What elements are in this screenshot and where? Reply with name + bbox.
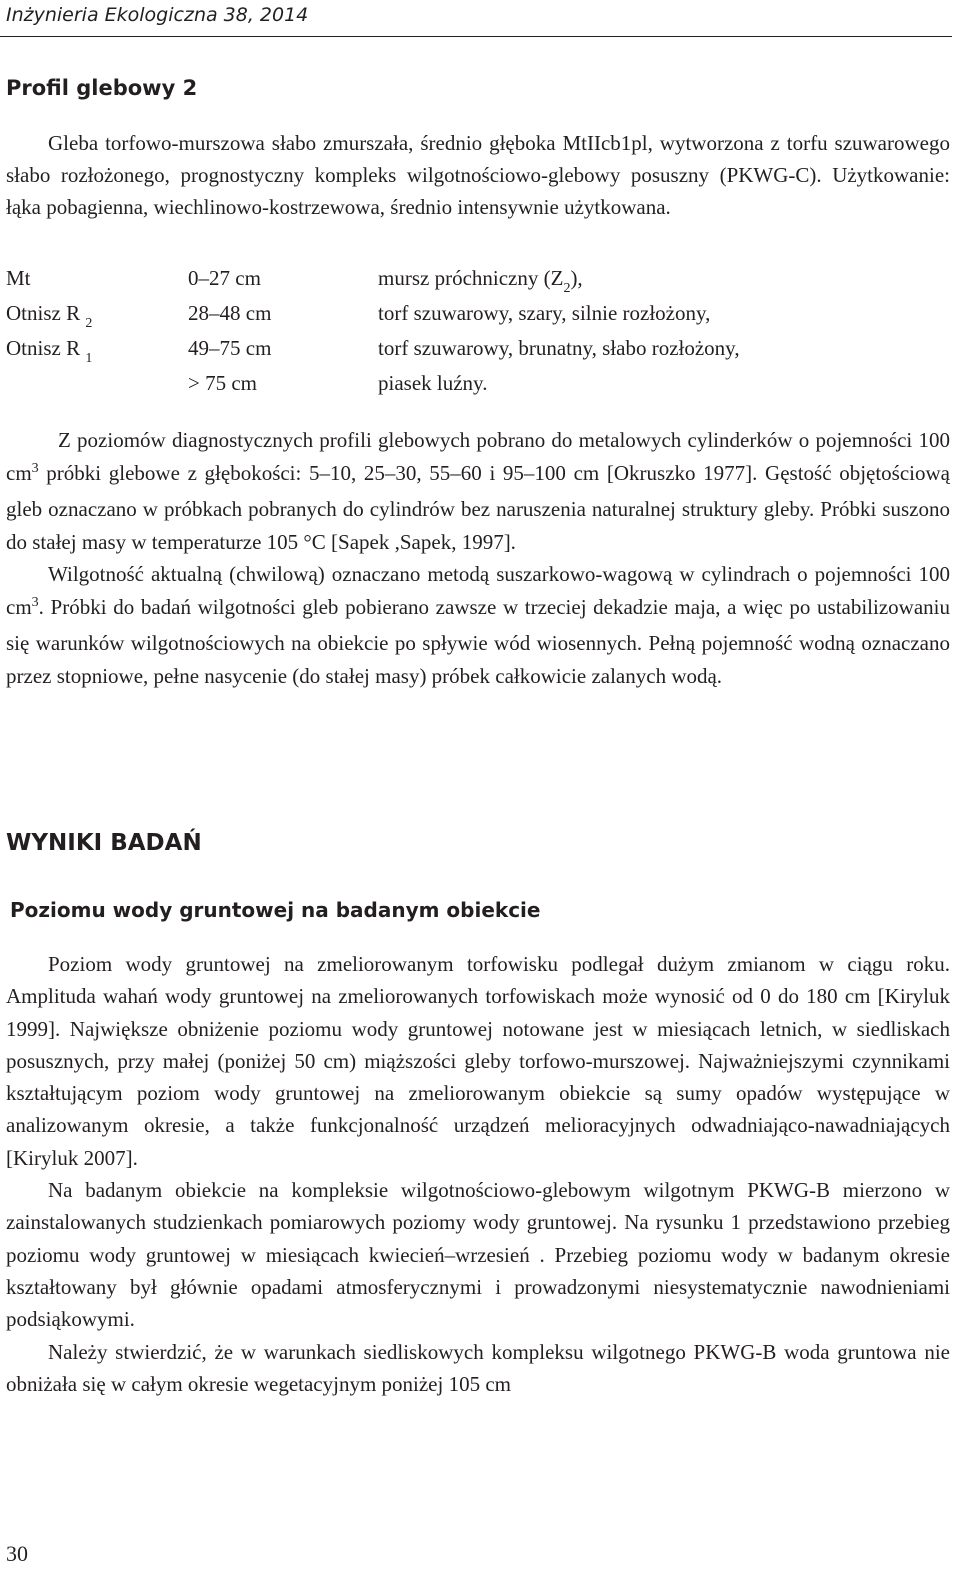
horizon-row: [6, 371, 950, 406]
horizon-row: [6, 266, 950, 301]
horizon-description: piasek luźny.: [378, 371, 488, 395]
section-heading-wyniki: WYNIKI BADAŃ: [6, 830, 202, 856]
horizon-description: torf szuwarowy, brunatny, słabo rozłożony,: [378, 336, 740, 360]
methods-paragraph: Z poziomów diagnostycznych profili glebowych pobrano do metalowych cylinderków o pojemności 100 $cm^3$ próbki glebowe z głębokości: 5–10, 25–30, 55–60 i 95–100 cm [Okruszko 1977]. Gęstość objętościową gleb oznaczano w próbkach pobranych do cylindrów bez naruszenia naturalnej struktury gleby. Próbki suszono do stałej masy w temperaturze 105 °C [Sapek ,Sapek, 1997].: [6, 428, 950, 554]
horizon-table: [6, 266, 950, 406]
methods-paragraph: Wilgotność aktualną (chwilową) oznaczano metodą suszarkowo-wagową w cylindrach o pojemności 100 $cm^3$. Próbki do badań wilgotności gleb pobierano zawsze w trzeciej dekadzie maja, a więc po ustabilizowaniu się warunków wilgotnościowych na obiekcie po spływie wód wiosennych. Pełną pojemność wodną oznaczano przez stopniowe, pełne nasycenie (do stałej masy) próbek całkowicie zalanych wodą.: [6, 562, 950, 688]
results-paragraph: Na badanym obiekcie na kompleksie wilgotnościowo-glebowym wilgotnym PKWG-B mierzono w zainstalowanych studzienkach pomiarowych poziomy wody gruntowej. Na rysunku 1 przedstawiono przebieg poziomu wody gruntowej w miesiącach kwiecień–wrzesień . Przebieg poziomu wody w badanym okresie kształtowany był głównie opadami atmosferycznymi i prowadzonymi niesystematycznie nawodnieniami podsiąkowymi.: [6, 1178, 950, 1332]
results-paragraph: Poziom wody gruntowej na zmeliorowanym torfowisku podlegał dużym zmianom w ciągu roku. Amplituda wahań wody gruntowej na zmeliorowanych torfowiskach może wynosić od 0 do 180 cm [Kiryluk 1999]. Największe obniżenie poziomu wody gruntowej notowane jest w miesiącach letnich, w siedliskach posusznych, przy małej (poniżej 50 cm) miąższości gleby torfowo-murszowej. Najważniejszymi czynnikami kształtującym poziom wody gruntowej na zmeliorowanym obiekcie są sumy opadów występujące w analizowanym okresie, a także funkcjonalność urządzeń melioracyjnych odwadniająco-nawadniających [Kiryluk 2007].: [6, 952, 950, 1170]
horizon-description: torf szuwarowy, szary, silnie rozłożony,: [378, 301, 711, 325]
profile-description: [6, 127, 950, 223]
horizon-symbol: Mt: [6, 266, 31, 290]
page-number: 30: [6, 1541, 28, 1566]
horizon-depth: 28–48 cm: [188, 301, 272, 325]
horizon-row: [6, 301, 950, 336]
horizon-symbol: Otnisz R $_1$: [6, 336, 93, 366]
header-rule: [0, 36, 952, 37]
running-head: Inżynieria Ekologiczna 38, 2014: [6, 4, 309, 26]
horizon-depth: 49–75 cm: [188, 336, 272, 360]
subsection-heading-groundwater: Poziomu wody gruntowej na badanym obiekcie: [10, 898, 541, 922]
horizon-symbol: Otnisz R $_2$: [6, 301, 93, 331]
results-paragraph: Należy stwierdzić, że w warunkach siedliskowych kompleksu wilgotnego PKWG-B woda gruntowa nie obniżała się w całym okresie wegetacyjnym poniżej 105 cm: [6, 1339, 950, 1396]
horizon-depth: 0–27 cm: [188, 266, 261, 290]
horizon-symbol: [6, 371, 188, 406]
results-text: [6, 948, 950, 1400]
methods-text: [6, 424, 950, 692]
horizon-row: [6, 336, 950, 371]
section-heading-profil: Profil glebowy 2: [6, 76, 198, 100]
horizon-depth: > 75 cm: [188, 371, 257, 395]
horizon-description: mursz próchniczny $(Z_2)$,: [378, 266, 583, 296]
profile-paragraph: Gleba torfowo-murszowa słabo zmurszała, średnio głęboka MtIIcb1pl, wytworzona z torfu szuwarowego słabo rozłożonego, prognostyczny kompleks wilgotnościowo-glebowy posuszny (PKWG-C). Użytkowanie: łąka pobagienna, wiechlinowo-kostrzewowa, średnio intensywnie użytkowana.: [6, 131, 950, 219]
